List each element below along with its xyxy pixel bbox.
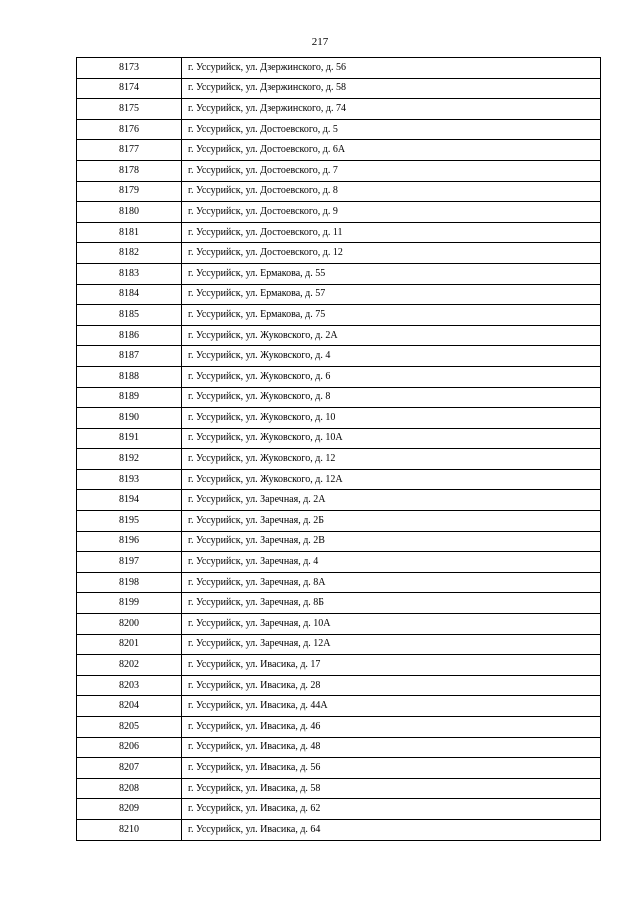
table-row xyxy=(77,675,601,696)
address-cell: г. Уссурийск, ул. Ивасика, д. 46 xyxy=(182,717,601,738)
table-row xyxy=(77,58,601,79)
address-cell: г. Уссурийск, ул. Жуковского, д. 10 xyxy=(182,408,601,429)
table-row xyxy=(77,490,601,511)
table-row xyxy=(77,449,601,470)
row-number-cell: 8197 xyxy=(77,552,182,573)
row-number-cell: 8186 xyxy=(77,325,182,346)
table-row xyxy=(77,778,601,799)
row-number-cell: 8174 xyxy=(77,78,182,99)
row-number-cell: 8189 xyxy=(77,387,182,408)
address-cell: г. Уссурийск, ул. Ивасика, д. 56 xyxy=(182,758,601,779)
address-table-body xyxy=(77,58,601,841)
row-number-cell: 8178 xyxy=(77,160,182,181)
table-row xyxy=(77,202,601,223)
table-row xyxy=(77,572,601,593)
address-cell: г. Уссурийск, ул. Достоевского, д. 8 xyxy=(182,181,601,202)
address-cell: г. Уссурийск, ул. Достоевского, д. 12 xyxy=(182,243,601,264)
address-cell: г. Уссурийск, ул. Дзержинского, д. 74 xyxy=(182,99,601,120)
address-cell: г. Уссурийск, ул. Ивасика, д. 28 xyxy=(182,675,601,696)
table-row xyxy=(77,717,601,738)
address-cell: г. Уссурийск, ул. Достоевского, д. 7 xyxy=(182,160,601,181)
address-cell: г. Уссурийск, ул. Заречная, д. 8Б xyxy=(182,593,601,614)
row-number-cell: 8185 xyxy=(77,305,182,326)
address-cell: г. Уссурийск, ул. Дзержинского, д. 56 xyxy=(182,58,601,79)
table-row xyxy=(77,160,601,181)
address-cell: г. Уссурийск, ул. Жуковского, д. 4 xyxy=(182,346,601,367)
table-row xyxy=(77,696,601,717)
table-row xyxy=(77,408,601,429)
row-number-cell: 8182 xyxy=(77,243,182,264)
row-number-cell: 8195 xyxy=(77,511,182,532)
table-row xyxy=(77,284,601,305)
table-row xyxy=(77,325,601,346)
address-cell: г. Уссурийск, ул. Заречная, д. 4 xyxy=(182,552,601,573)
row-number-cell: 8200 xyxy=(77,614,182,635)
address-cell: г. Уссурийск, ул. Ивасика, д. 62 xyxy=(182,799,601,820)
row-number-cell: 8179 xyxy=(77,181,182,202)
table-row xyxy=(77,531,601,552)
address-cell: г. Уссурийск, ул. Ивасика, д. 48 xyxy=(182,737,601,758)
row-number-cell: 8181 xyxy=(77,222,182,243)
table-row xyxy=(77,552,601,573)
address-cell: г. Уссурийск, ул. Дзержинского, д. 58 xyxy=(182,78,601,99)
row-number-cell: 8183 xyxy=(77,263,182,284)
row-number-cell: 8207 xyxy=(77,758,182,779)
address-cell: г. Уссурийск, ул. Заречная, д. 12А xyxy=(182,634,601,655)
address-cell: г. Уссурийск, ул. Ермакова, д. 55 xyxy=(182,263,601,284)
row-number-cell: 8198 xyxy=(77,572,182,593)
table-row xyxy=(77,346,601,367)
table-row xyxy=(77,614,601,635)
table-row xyxy=(77,655,601,676)
table-row xyxy=(77,119,601,140)
address-cell: г. Уссурийск, ул. Достоевского, д. 11 xyxy=(182,222,601,243)
table-row xyxy=(77,140,601,161)
table-row xyxy=(77,387,601,408)
row-number-cell: 8194 xyxy=(77,490,182,511)
row-number-cell: 8176 xyxy=(77,119,182,140)
table-row xyxy=(77,366,601,387)
table-row xyxy=(77,222,601,243)
address-cell: г. Уссурийск, ул. Заречная, д. 2В xyxy=(182,531,601,552)
table-row xyxy=(77,243,601,264)
address-cell: г. Уссурийск, ул. Заречная, д. 2А xyxy=(182,490,601,511)
address-cell: г. Уссурийск, ул. Жуковского, д. 10А xyxy=(182,428,601,449)
row-number-cell: 8199 xyxy=(77,593,182,614)
address-cell: г. Уссурийск, ул. Заречная, д. 10А xyxy=(182,614,601,635)
row-number-cell: 8187 xyxy=(77,346,182,367)
row-number-cell: 8206 xyxy=(77,737,182,758)
address-cell: г. Уссурийск, ул. Ермакова, д. 57 xyxy=(182,284,601,305)
row-number-cell: 8192 xyxy=(77,449,182,470)
address-table xyxy=(76,57,601,841)
address-cell: г. Уссурийск, ул. Ивасика, д. 58 xyxy=(182,778,601,799)
table-row xyxy=(77,819,601,840)
table-row xyxy=(77,737,601,758)
row-number-cell: 8202 xyxy=(77,655,182,676)
table-row xyxy=(77,634,601,655)
row-number-cell: 8196 xyxy=(77,531,182,552)
row-number-cell: 8188 xyxy=(77,366,182,387)
table-row xyxy=(77,593,601,614)
address-cell: г. Уссурийск, ул. Достоевского, д. 5 xyxy=(182,119,601,140)
row-number-cell: 8177 xyxy=(77,140,182,161)
page-number: 217 xyxy=(311,36,329,48)
address-cell: г. Уссурийск, ул. Ермакова, д. 75 xyxy=(182,305,601,326)
table-row xyxy=(77,99,601,120)
table-row xyxy=(77,758,601,779)
table-row xyxy=(77,469,601,490)
row-number-cell: 8209 xyxy=(77,799,182,820)
row-number-cell: 8193 xyxy=(77,469,182,490)
table-row xyxy=(77,428,601,449)
table-row xyxy=(77,305,601,326)
address-cell: г. Уссурийск, ул. Достоевского, д. 6А xyxy=(182,140,601,161)
address-cell: г. Уссурийск, ул. Жуковского, д. 6 xyxy=(182,366,601,387)
row-number-cell: 8201 xyxy=(77,634,182,655)
table-row xyxy=(77,799,601,820)
row-number-cell: 8173 xyxy=(77,58,182,79)
table-row xyxy=(77,78,601,99)
address-cell: г. Уссурийск, ул. Заречная, д. 8А xyxy=(182,572,601,593)
address-cell: г. Уссурийск, ул. Жуковского, д. 12А xyxy=(182,469,601,490)
address-cell: г. Уссурийск, ул. Ивасика, д. 64 xyxy=(182,819,601,840)
row-number-cell: 8184 xyxy=(77,284,182,305)
address-cell: г. Уссурийск, ул. Жуковского, д. 8 xyxy=(182,387,601,408)
row-number-cell: 8203 xyxy=(77,675,182,696)
table-row xyxy=(77,511,601,532)
row-number-cell: 8205 xyxy=(77,717,182,738)
address-cell: г. Уссурийск, ул. Ивасика, д. 44А xyxy=(182,696,601,717)
address-cell: г. Уссурийск, ул. Достоевского, д. 9 xyxy=(182,202,601,223)
row-number-cell: 8180 xyxy=(77,202,182,223)
address-cell: г. Уссурийск, ул. Ивасика, д. 17 xyxy=(182,655,601,676)
row-number-cell: 8208 xyxy=(77,778,182,799)
row-number-cell: 8210 xyxy=(77,819,182,840)
table-row xyxy=(77,263,601,284)
address-cell: г. Уссурийск, ул. Жуковского, д. 12 xyxy=(182,449,601,470)
row-number-cell: 8190 xyxy=(77,408,182,429)
row-number-cell: 8191 xyxy=(77,428,182,449)
row-number-cell: 8204 xyxy=(77,696,182,717)
address-cell: г. Уссурийск, ул. Заречная, д. 2Б xyxy=(182,511,601,532)
row-number-cell: 8175 xyxy=(77,99,182,120)
table-row xyxy=(77,181,601,202)
address-cell: г. Уссурийск, ул. Жуковского, д. 2А xyxy=(182,325,601,346)
